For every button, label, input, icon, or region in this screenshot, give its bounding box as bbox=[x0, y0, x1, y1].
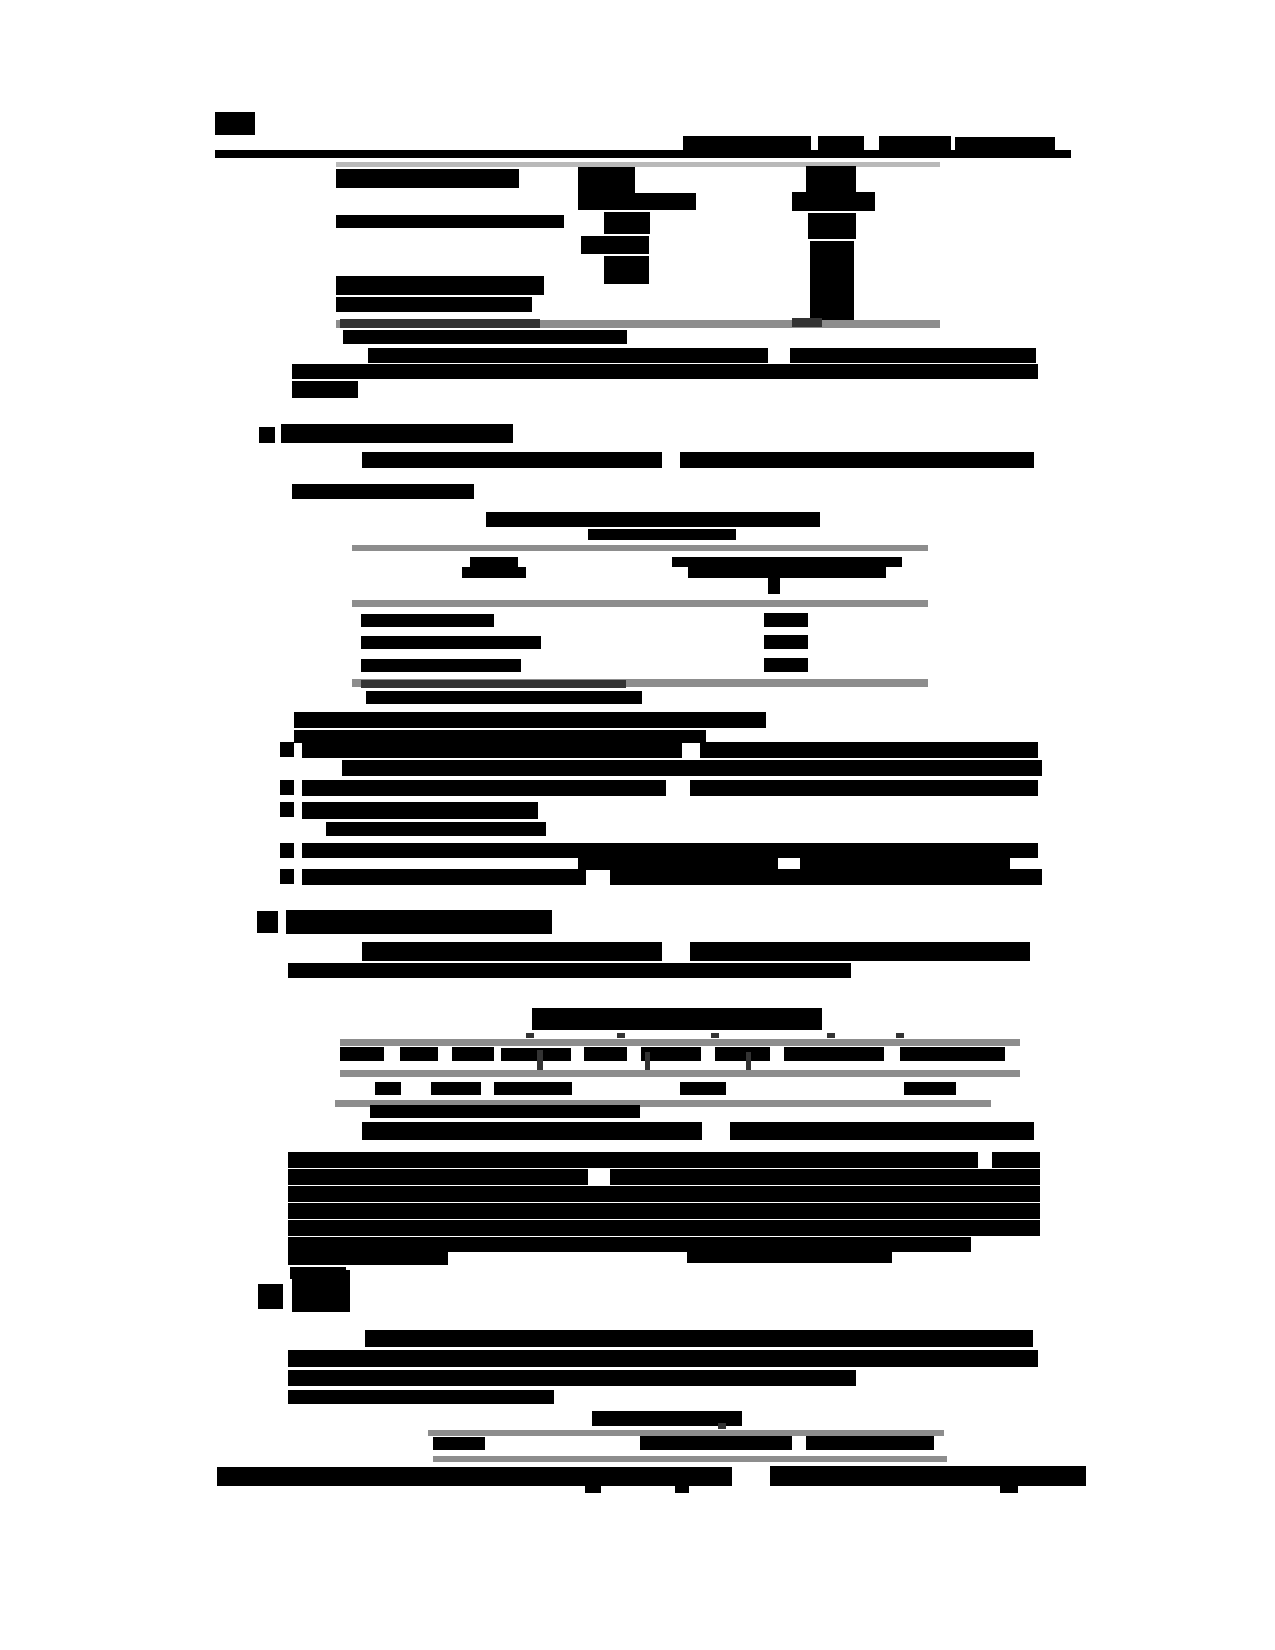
table3-header-seg6 bbox=[641, 1047, 701, 1061]
para1-last-word bbox=[292, 381, 358, 398]
last-line-descender-2 bbox=[675, 1486, 689, 1493]
table1-row2-label bbox=[336, 215, 564, 228]
table1-footnote-line bbox=[343, 330, 627, 344]
table1-col2-value-5 bbox=[604, 256, 649, 284]
table3-header-seg9 bbox=[900, 1047, 1005, 1061]
section2-para-line2 bbox=[292, 484, 474, 499]
table2-rule-mid bbox=[352, 600, 928, 607]
header-rule bbox=[215, 150, 1071, 158]
table3-superscript-2 bbox=[617, 1033, 625, 1038]
block-line2-b bbox=[610, 1169, 1040, 1185]
table1-col2-value-4 bbox=[581, 236, 649, 254]
list-item1-line2 bbox=[342, 760, 1042, 776]
table2-title-line1 bbox=[486, 512, 820, 527]
table1-col2-value-2 bbox=[578, 193, 696, 210]
table1-col3-value-1 bbox=[806, 166, 856, 192]
table2-header-col1-line1 bbox=[470, 557, 518, 567]
block-line1-b bbox=[992, 1152, 1040, 1168]
table4-cell2 bbox=[640, 1436, 792, 1450]
block-line5 bbox=[288, 1220, 1040, 1236]
table2-row1-value bbox=[764, 613, 808, 627]
table3-superscript-4 bbox=[827, 1033, 835, 1038]
para1-line1-a bbox=[368, 348, 768, 363]
section3-para-line2 bbox=[288, 963, 851, 978]
block-line3 bbox=[288, 1186, 1040, 1202]
list-item3-line2 bbox=[326, 822, 546, 836]
para1-line1-b bbox=[790, 348, 1036, 363]
table3-row-seg3 bbox=[494, 1082, 540, 1095]
block-line7-a bbox=[288, 1252, 448, 1265]
item-b-line3 bbox=[288, 1370, 856, 1386]
table3-header-seg8 bbox=[784, 1047, 884, 1061]
table4-cell3 bbox=[806, 1436, 934, 1450]
table2-header-descender bbox=[768, 578, 780, 594]
table3-header-seg2 bbox=[400, 1047, 438, 1061]
table3-rule-mid bbox=[340, 1070, 1020, 1077]
block-line2-a bbox=[288, 1169, 588, 1185]
item-b-line2 bbox=[288, 1350, 1038, 1367]
table3-row-seg4 bbox=[540, 1082, 572, 1095]
page-number-blob bbox=[215, 112, 255, 135]
table3-row-seg2 bbox=[431, 1082, 481, 1095]
block-line7-b bbox=[687, 1250, 892, 1263]
table3-header-seg7 bbox=[715, 1047, 770, 1061]
block-line4 bbox=[288, 1203, 1040, 1219]
last-line-descender-1 bbox=[585, 1486, 601, 1493]
list-item1-line1-a bbox=[302, 742, 682, 758]
list-item4-marker bbox=[280, 843, 294, 858]
table2-header-col1-line2 bbox=[462, 567, 526, 578]
table2-row2-value bbox=[764, 635, 808, 649]
table2-rule-text-overlay bbox=[361, 680, 626, 688]
section3-para-line1-b bbox=[690, 942, 1030, 961]
section2-bullet-square bbox=[259, 427, 275, 443]
table4-superscript bbox=[718, 1423, 726, 1429]
section3-heading bbox=[286, 910, 552, 934]
table2-title-line2 bbox=[588, 529, 736, 540]
table1-col3-value-strip bbox=[810, 241, 854, 323]
table3-header-seg3 bbox=[452, 1047, 494, 1061]
table1-rule-tick bbox=[792, 318, 822, 327]
table2-note-line1 bbox=[294, 712, 766, 728]
block-line1-a bbox=[288, 1152, 978, 1168]
list-item2-marker bbox=[280, 780, 294, 795]
item-b-word bbox=[292, 1270, 350, 1312]
table3-header-seg1 bbox=[340, 1047, 384, 1061]
table1-col3-value-2 bbox=[792, 192, 875, 211]
table1-col2-value-1 bbox=[578, 167, 635, 195]
table2-row2-label bbox=[361, 636, 541, 649]
section3-para-line1-a bbox=[362, 942, 662, 961]
table3-title bbox=[532, 1008, 822, 1030]
table1-col2-value-3 bbox=[604, 212, 650, 234]
table3-row-seg5 bbox=[680, 1082, 726, 1095]
table3-superscript-1 bbox=[526, 1033, 534, 1038]
item-b-line4 bbox=[288, 1390, 554, 1404]
list-item2-line1-a bbox=[302, 780, 666, 796]
table3-rule-top bbox=[340, 1039, 1020, 1046]
table2-header-col2-line2 bbox=[688, 567, 886, 578]
table3-footnote bbox=[370, 1105, 640, 1118]
table1-col3-value-3 bbox=[808, 213, 856, 239]
list-item1-marker bbox=[280, 742, 294, 757]
table4-rule-bottom bbox=[433, 1456, 947, 1462]
table3-header-seg4 bbox=[501, 1048, 571, 1061]
last-line-seg-a bbox=[217, 1467, 732, 1486]
table1-row3-label-line2 bbox=[336, 297, 532, 312]
list-item3-marker bbox=[280, 802, 294, 817]
list-item4-line1 bbox=[302, 843, 1038, 858]
table2-row1-label bbox=[361, 614, 494, 627]
para1-line2 bbox=[292, 364, 1038, 379]
table1-rule-text-overlay bbox=[340, 319, 540, 328]
section3-bullet-square bbox=[257, 911, 278, 933]
table2-footnote bbox=[366, 691, 642, 704]
table3-superscript-5 bbox=[896, 1033, 904, 1038]
table2-rule-top bbox=[352, 545, 928, 551]
list-item5-line1-b bbox=[610, 869, 1042, 885]
last-line-seg-b bbox=[770, 1466, 1086, 1486]
list-item3-line1 bbox=[302, 802, 538, 819]
table1-row3-label-line1 bbox=[336, 276, 544, 295]
section2-heading bbox=[281, 424, 513, 443]
table2-header-col2-line1 bbox=[672, 557, 902, 567]
table2-row3-label bbox=[361, 659, 521, 672]
section2-para-line1-a bbox=[362, 452, 662, 468]
table3-header-seg5 bbox=[584, 1047, 627, 1061]
block-indent-line-b bbox=[730, 1122, 1034, 1140]
table3-row-seg1 bbox=[375, 1082, 401, 1095]
list-item5-marker bbox=[280, 869, 294, 884]
table1-row1-label bbox=[336, 169, 519, 188]
list-item1-line1-b bbox=[700, 742, 1038, 758]
block-indent-line-a bbox=[362, 1122, 702, 1140]
table3-row-seg6 bbox=[904, 1082, 956, 1095]
table3-superscript-3 bbox=[711, 1033, 719, 1038]
section2-para-line1-b bbox=[680, 452, 1034, 468]
list-item5-line1-a bbox=[302, 869, 586, 885]
list-item2-line1-b bbox=[690, 780, 1038, 796]
item-b-marker bbox=[258, 1284, 283, 1309]
table2-row3-value bbox=[764, 658, 808, 672]
item-b-line1 bbox=[365, 1330, 1033, 1347]
last-line-descender-3 bbox=[1000, 1486, 1018, 1493]
table4-cell1 bbox=[433, 1437, 485, 1450]
